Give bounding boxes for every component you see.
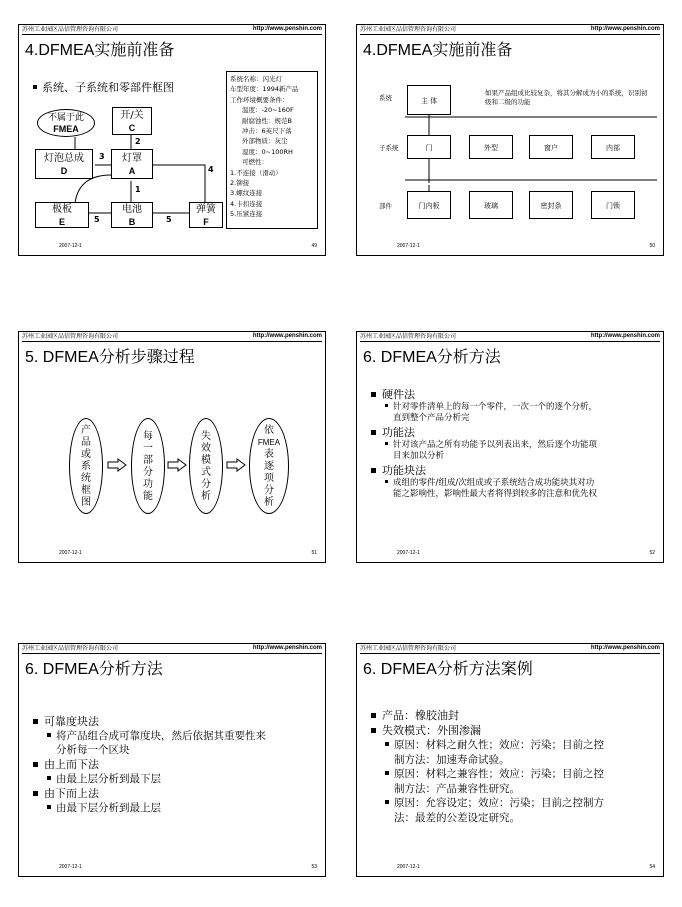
part-label: 门锁 xyxy=(606,202,620,210)
main-body-box xyxy=(407,85,451,115)
board-block xyxy=(35,202,89,228)
connection-line: 5.压紧连接 xyxy=(230,210,263,219)
shade-label: 灯罩 xyxy=(122,153,142,164)
part-label: 门内板 xyxy=(418,202,440,210)
sub-bullet-marker xyxy=(385,800,389,804)
slide-52 xyxy=(356,331,664,563)
slide-date: 2007-12-1 xyxy=(59,864,82,870)
cause-list xyxy=(371,738,661,825)
step-char: FMEA xyxy=(257,438,281,447)
slide-49 xyxy=(18,24,326,256)
bullet-marker xyxy=(371,430,376,435)
product-text: 产品：橡胶油封 xyxy=(382,709,459,722)
link-number-4: 4 xyxy=(208,165,214,174)
cause-line: 原因：允容设定；效应：污染；目前之控制方 xyxy=(394,797,604,809)
page-number: 51 xyxy=(311,550,317,556)
bullet-marker xyxy=(371,468,376,473)
step-char: 项 xyxy=(264,473,274,484)
decomposition-note: 如果产品组成比较复杂，将其分解成为小的系统，识别初级和二级的功能 xyxy=(485,89,648,106)
sub-bullet-marker xyxy=(47,805,51,809)
spec-line: 可燃性： xyxy=(242,158,268,167)
spring-code: F xyxy=(203,217,209,227)
slide-title: 6. DFMEA分析方法 xyxy=(25,661,163,678)
slide-header xyxy=(360,644,660,654)
slide-date: 2007-12-1 xyxy=(59,243,82,249)
arrow-icon xyxy=(107,458,127,472)
connection-line: 1.不连接（滑动） xyxy=(230,168,282,177)
case-item xyxy=(371,723,661,738)
subsystem-box xyxy=(469,135,513,159)
sub-bullet-marker xyxy=(385,442,388,445)
step-char: 系 xyxy=(81,461,91,472)
desc-line: 针对零件清单上的每一个零件，一次一个的逐个分析， xyxy=(393,402,598,412)
connection-line: 4.卡扣连接 xyxy=(230,199,263,208)
method-item xyxy=(33,757,323,772)
board-label: 极板 xyxy=(52,204,72,215)
failure-mode-text: 失效模式：外围渗漏 xyxy=(382,724,481,737)
spring-block xyxy=(189,202,223,228)
bullet-marker xyxy=(371,713,376,718)
method-item xyxy=(33,786,323,801)
step-char: 效 xyxy=(201,443,211,454)
spec-line: 温度：-20~160F xyxy=(242,106,294,115)
method-item xyxy=(33,714,323,729)
shade-block xyxy=(111,149,153,179)
case-list xyxy=(371,708,661,825)
website-url: http://www.penshin.com xyxy=(590,26,660,32)
subsystem-box xyxy=(591,135,635,159)
step-char: 依 xyxy=(264,425,274,436)
slide-54 xyxy=(356,643,664,877)
step-char: 表 xyxy=(264,449,274,460)
slide-51 xyxy=(18,331,326,563)
connection-line: 2.铆接 xyxy=(230,179,250,188)
link-number-1: 1 xyxy=(135,185,141,194)
step-char: 分 xyxy=(201,479,211,490)
step-char: 逐 xyxy=(264,461,274,472)
page-number: 53 xyxy=(311,864,317,870)
battery-label: 电池 xyxy=(122,204,142,215)
step-char: 功 xyxy=(143,479,153,490)
desc-line: 由最下层分析到最上层 xyxy=(56,802,161,814)
step-char: 部 xyxy=(143,455,153,466)
step-ellipse xyxy=(69,418,103,514)
spec-line: 湿度：0~100RH xyxy=(242,147,293,156)
page-number: 49 xyxy=(311,243,317,249)
link-number-2: 2 xyxy=(135,137,141,146)
connection-line: 3.螺纹连接 xyxy=(230,189,263,198)
step-ellipse xyxy=(189,418,223,514)
method-desc xyxy=(371,440,661,462)
bullet-marker xyxy=(371,728,376,733)
step-char: 分 xyxy=(143,467,153,478)
method-head: 可靠度块法 xyxy=(44,715,99,728)
shade-code: A xyxy=(128,166,136,176)
method-item xyxy=(371,388,661,402)
sub-bullet-marker xyxy=(385,404,388,407)
link-number-3: 3 xyxy=(99,152,105,161)
desc-line: 分析每一个区块 xyxy=(56,744,130,756)
lamp-assembly-code: D xyxy=(60,166,68,176)
callout-line-2: FMEA xyxy=(53,124,79,134)
battery-code: B xyxy=(128,217,136,227)
step-char: 析 xyxy=(201,491,211,502)
method-desc xyxy=(33,729,323,757)
spec-line: 外部物质：灰尘 xyxy=(242,137,288,146)
slide-date: 2007-12-1 xyxy=(397,243,420,249)
slide-50 xyxy=(356,24,664,256)
company-name: 苏州工业园区品信管理咨询有限公司 xyxy=(22,26,119,33)
page-number: 52 xyxy=(649,550,655,556)
spec-line: 车型年度：1994新产品 xyxy=(230,85,299,94)
bullet-marker xyxy=(371,392,376,397)
spring-label: 弹簧 xyxy=(196,204,216,215)
step-char: 分 xyxy=(264,485,274,496)
main-body-label: 主 体 xyxy=(420,97,438,105)
bullet-text: 系统、子系统和零部件框图 xyxy=(42,81,174,94)
subsystem-label: 窗户 xyxy=(544,144,558,152)
method-desc xyxy=(371,402,661,424)
step-char: 统 xyxy=(81,473,91,484)
desc-line: 针对该产品之所有功能予以列表出来，然后逐个功能项 xyxy=(393,440,598,450)
method-desc xyxy=(33,801,323,815)
sub-bullet-marker xyxy=(385,742,389,746)
cause-line: 原因：材料之耐久性；效应：污染；目前之控 xyxy=(394,739,604,751)
switch-block xyxy=(112,107,152,135)
website-url: http://www.penshin.com xyxy=(590,333,660,339)
spec-line: 冲击：6英尺下落 xyxy=(242,127,292,136)
level-system: 系统 xyxy=(379,94,392,102)
step-char: 式 xyxy=(201,467,211,478)
method-list xyxy=(371,388,661,500)
company-name: 苏州工业园区品信管理咨询有限公司 xyxy=(22,333,119,340)
company-name: 苏州工业园区品信管理咨询有限公司 xyxy=(360,26,457,33)
callout-bubble xyxy=(37,109,95,137)
spec-line: 系统名称：闪光灯 xyxy=(230,75,282,83)
slide-title: 6. DFMEA分析方法 xyxy=(363,349,501,366)
subsystem-label: 门 xyxy=(425,144,433,152)
cause-line: 法：最差的公差设定研究。 xyxy=(394,811,520,824)
step-char: 一 xyxy=(143,443,153,454)
link-number-5b: 5 xyxy=(166,215,172,224)
bullet-marker xyxy=(33,762,38,767)
part-label: 玻璃 xyxy=(484,202,498,210)
subsystem-label: 内部 xyxy=(606,144,620,152)
link-number-5a: 5 xyxy=(94,215,100,224)
arrow-icon xyxy=(226,458,246,472)
switch-label: 开/关 xyxy=(120,110,144,121)
spec-line: 工作环境概要条件： xyxy=(230,95,289,104)
slide-date: 2007-12-1 xyxy=(59,550,82,556)
page-number: 54 xyxy=(649,864,655,870)
part-box xyxy=(529,191,573,219)
spec-panel xyxy=(226,71,318,229)
method-desc xyxy=(33,772,323,786)
slide-date: 2007-12-1 xyxy=(397,864,420,870)
desc-line: 能之影响性，影响性最大者将得到较多的注意和优先权 xyxy=(393,489,598,499)
desc-line: 直到整个产品分析完 xyxy=(393,413,470,423)
sub-bullet-marker xyxy=(385,480,388,483)
step-char: 产 xyxy=(81,425,91,436)
step-ellipse xyxy=(131,418,165,514)
step-char: 每 xyxy=(143,431,153,442)
part-box xyxy=(407,191,451,219)
step-char: 能 xyxy=(143,491,153,502)
page-number: 50 xyxy=(649,243,655,249)
subsystem-box xyxy=(529,135,573,159)
subsystem-box xyxy=(407,135,451,159)
board-code: E xyxy=(58,217,65,227)
slide-header xyxy=(22,644,322,654)
level-subsystem: 子系统 xyxy=(379,144,399,152)
slide-title: 5. DFMEA分析步骤过程 xyxy=(25,349,195,366)
website-url: http://www.penshin.com xyxy=(252,645,322,651)
cause-line: 原因：材料之兼容性；效应：污染；目前之控 xyxy=(394,768,604,780)
step-char: 或 xyxy=(81,449,91,460)
callout-line-1: 不属于此 xyxy=(47,113,84,123)
slide-title: 6. DFMEA分析方法案例 xyxy=(363,661,533,678)
step-char: 失 xyxy=(201,431,211,442)
case-item xyxy=(371,708,661,723)
lamp-assembly-label: 灯泡总成 xyxy=(44,153,84,164)
method-desc xyxy=(371,478,661,500)
level-part: 部件 xyxy=(379,202,392,210)
method-item xyxy=(371,464,661,478)
desc-line: 由最上层分析到最下层 xyxy=(56,773,161,785)
method-head: 由上而下法 xyxy=(44,758,99,771)
method-head: 由下而上法 xyxy=(44,787,99,800)
desc-line: 目来加以分析 xyxy=(393,451,445,461)
company-name: 苏州工业园区品信管理咨询有限公司 xyxy=(360,645,457,652)
method-head: 功能块法 xyxy=(382,464,426,477)
company-name: 苏州工业园区品信管理咨询有限公司 xyxy=(360,333,457,340)
company-name: 苏州工业园区品信管理咨询有限公司 xyxy=(22,645,119,652)
website-url: http://www.penshin.com xyxy=(590,645,660,651)
method-head: 硬件法 xyxy=(382,388,415,401)
sub-bullet-marker xyxy=(47,733,51,737)
method-item xyxy=(371,426,661,440)
website-url: http://www.penshin.com xyxy=(252,26,322,32)
step-char: 图 xyxy=(81,497,91,508)
website-url: http://www.penshin.com xyxy=(252,333,322,339)
slide-title: 4.DFMEA实施前准备 xyxy=(25,42,175,59)
method-list xyxy=(33,714,323,815)
spec-line: 耐腐蚀性：规范B xyxy=(242,116,292,125)
cause-line: 制方法：产品兼容性研究。 xyxy=(394,782,520,795)
lamp-assembly-block xyxy=(35,149,93,179)
battery-block xyxy=(111,202,153,228)
slide-title: 4.DFMEA实施前准备 xyxy=(363,42,513,59)
desc-line: 成组的零件/组成/次组成或子系统结合成功能块其对功 xyxy=(393,478,595,488)
sub-bullet-marker xyxy=(47,776,51,780)
cause-line: 制方法：加速寿命试验。 xyxy=(394,753,510,766)
desc-line: 将产品组合成可靠度块，然后依据其重要性来 xyxy=(56,730,266,742)
slide-header xyxy=(22,332,322,342)
step-char: 框 xyxy=(81,485,91,496)
step-char: 品 xyxy=(81,437,91,448)
part-box xyxy=(469,191,513,219)
switch-code: C xyxy=(128,123,136,133)
step-ellipse xyxy=(249,418,289,514)
bullet-marker xyxy=(33,719,38,724)
part-box xyxy=(591,191,635,219)
subsystem-label: 外型 xyxy=(484,144,498,152)
step-char: 模 xyxy=(201,455,211,466)
sub-bullet-marker xyxy=(385,771,389,775)
slide-date: 2007-12-1 xyxy=(397,550,420,556)
method-head: 功能法 xyxy=(382,426,415,439)
slide-header xyxy=(360,332,660,342)
slide-53 xyxy=(18,643,326,877)
bullet-marker xyxy=(33,791,38,796)
part-label: 密封条 xyxy=(540,202,562,210)
arrow-icon xyxy=(167,458,187,472)
step-char: 析 xyxy=(264,497,274,508)
